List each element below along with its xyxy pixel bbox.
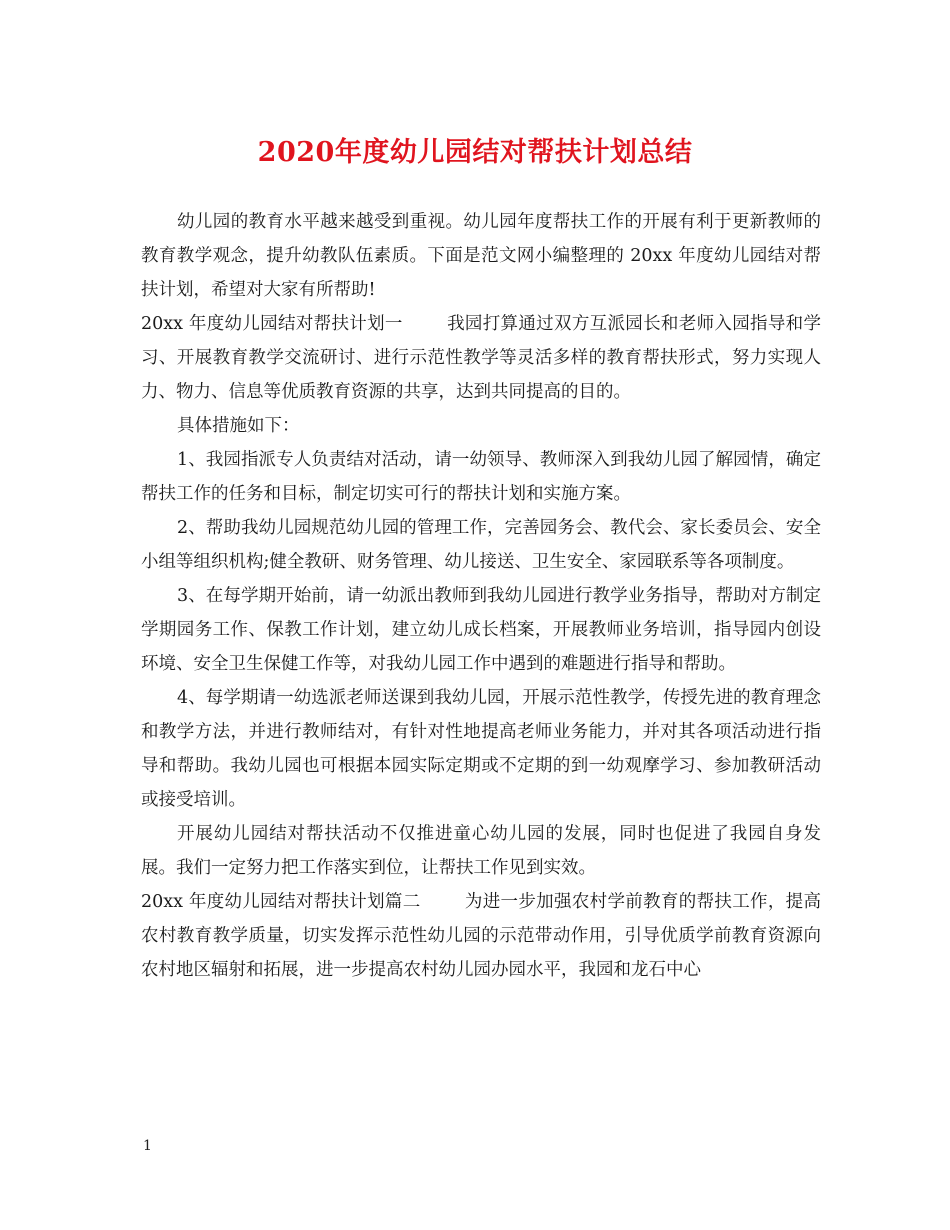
paragraph-measure-1: 1、我园指派专人负责结对活动，请一幼领导、教师深入到我幼儿园了解园情，确定帮扶工作的任务和目标，制定切实可行的帮扶计划和实施方案。	[141, 450, 821, 504]
paragraph-closing: 开展幼儿园结对帮扶活动不仅推进童心幼儿园的发展，同时也促进了我园自身发展。我们一定努力把工作落实到位，让帮扶工作见到实效。	[141, 824, 821, 878]
paragraph-intro: 幼儿园的教育水平越来越受到重视。幼儿园年度帮扶工作的开展有利于更新教师的教育教学观念，提升幼教队伍素质。下面是范文网小编整理的 20xx 年度幼儿园结对帮扶计划，希望对大家有所帮助!	[141, 212, 821, 300]
paragraph-plan1	[141, 307, 821, 409]
document-title: 2020年度幼儿园结对帮扶计划总结	[257, 137, 693, 168]
plan1-text: 我园打算通过双方互派园长和老师入园指导和学习、开展教育教学交流研讨、进行示范性教学等灵活多样的教育帮扶形式，努力实现人力、物力、信息等优质教育资源的共享，达到共同提高的目的。	[141, 314, 821, 402]
paragraph-measure-4: 4、每学期请一幼选派老师送课到我幼儿园，开展示范性教学，传授先进的教育理念和教学方法，并进行教师结对，有针对性地提高老师业务能力，并对其各项活动进行指导和帮助。我幼儿园也可根据本园实际定期或不定期的到一幼观摩学习、参加教研活动或接受培训。	[141, 688, 821, 810]
paragraph-measures-intro: 具体措施如下：	[177, 416, 300, 436]
paragraph-measure-3: 3、在每学期开始前，请一幼派出教师到我幼儿园进行教学业务指导，帮助对方制定学期园务工作、保教工作计划，建立幼儿成长档案，开展教师业务培训，指导园内创设环境、安全卫生保健工作等，对我幼儿园工作中遇到的难题进行指导和帮助。	[141, 586, 821, 674]
plan1-heading: 20xx 年度幼儿园结对帮扶计划一	[141, 314, 403, 334]
plan2-text: 为进一步加强农村学前教育的帮扶工作，提高农村教育教学质量，切实发挥示范性幼儿园的示范带动作用，引导优质学前教育资源向农村地区辐射和拓展，进一步提高农村幼儿园办园水平，我园和龙石中心	[141, 892, 822, 980]
document-body	[141, 205, 821, 987]
paragraph-plan2	[141, 885, 821, 987]
plan2-heading: 20xx 年度幼儿园结对帮扶计划篇二	[141, 892, 421, 912]
paragraph-measure-2: 2、帮助我幼儿园规范幼儿园的管理工作，完善园务会、教代会、家长委员会、安全小组等组织机构;健全教研、财务管理、幼儿接送、卫生安全、家园联系等各项制度。	[141, 518, 821, 572]
page-number: 1	[143, 1138, 152, 1154]
